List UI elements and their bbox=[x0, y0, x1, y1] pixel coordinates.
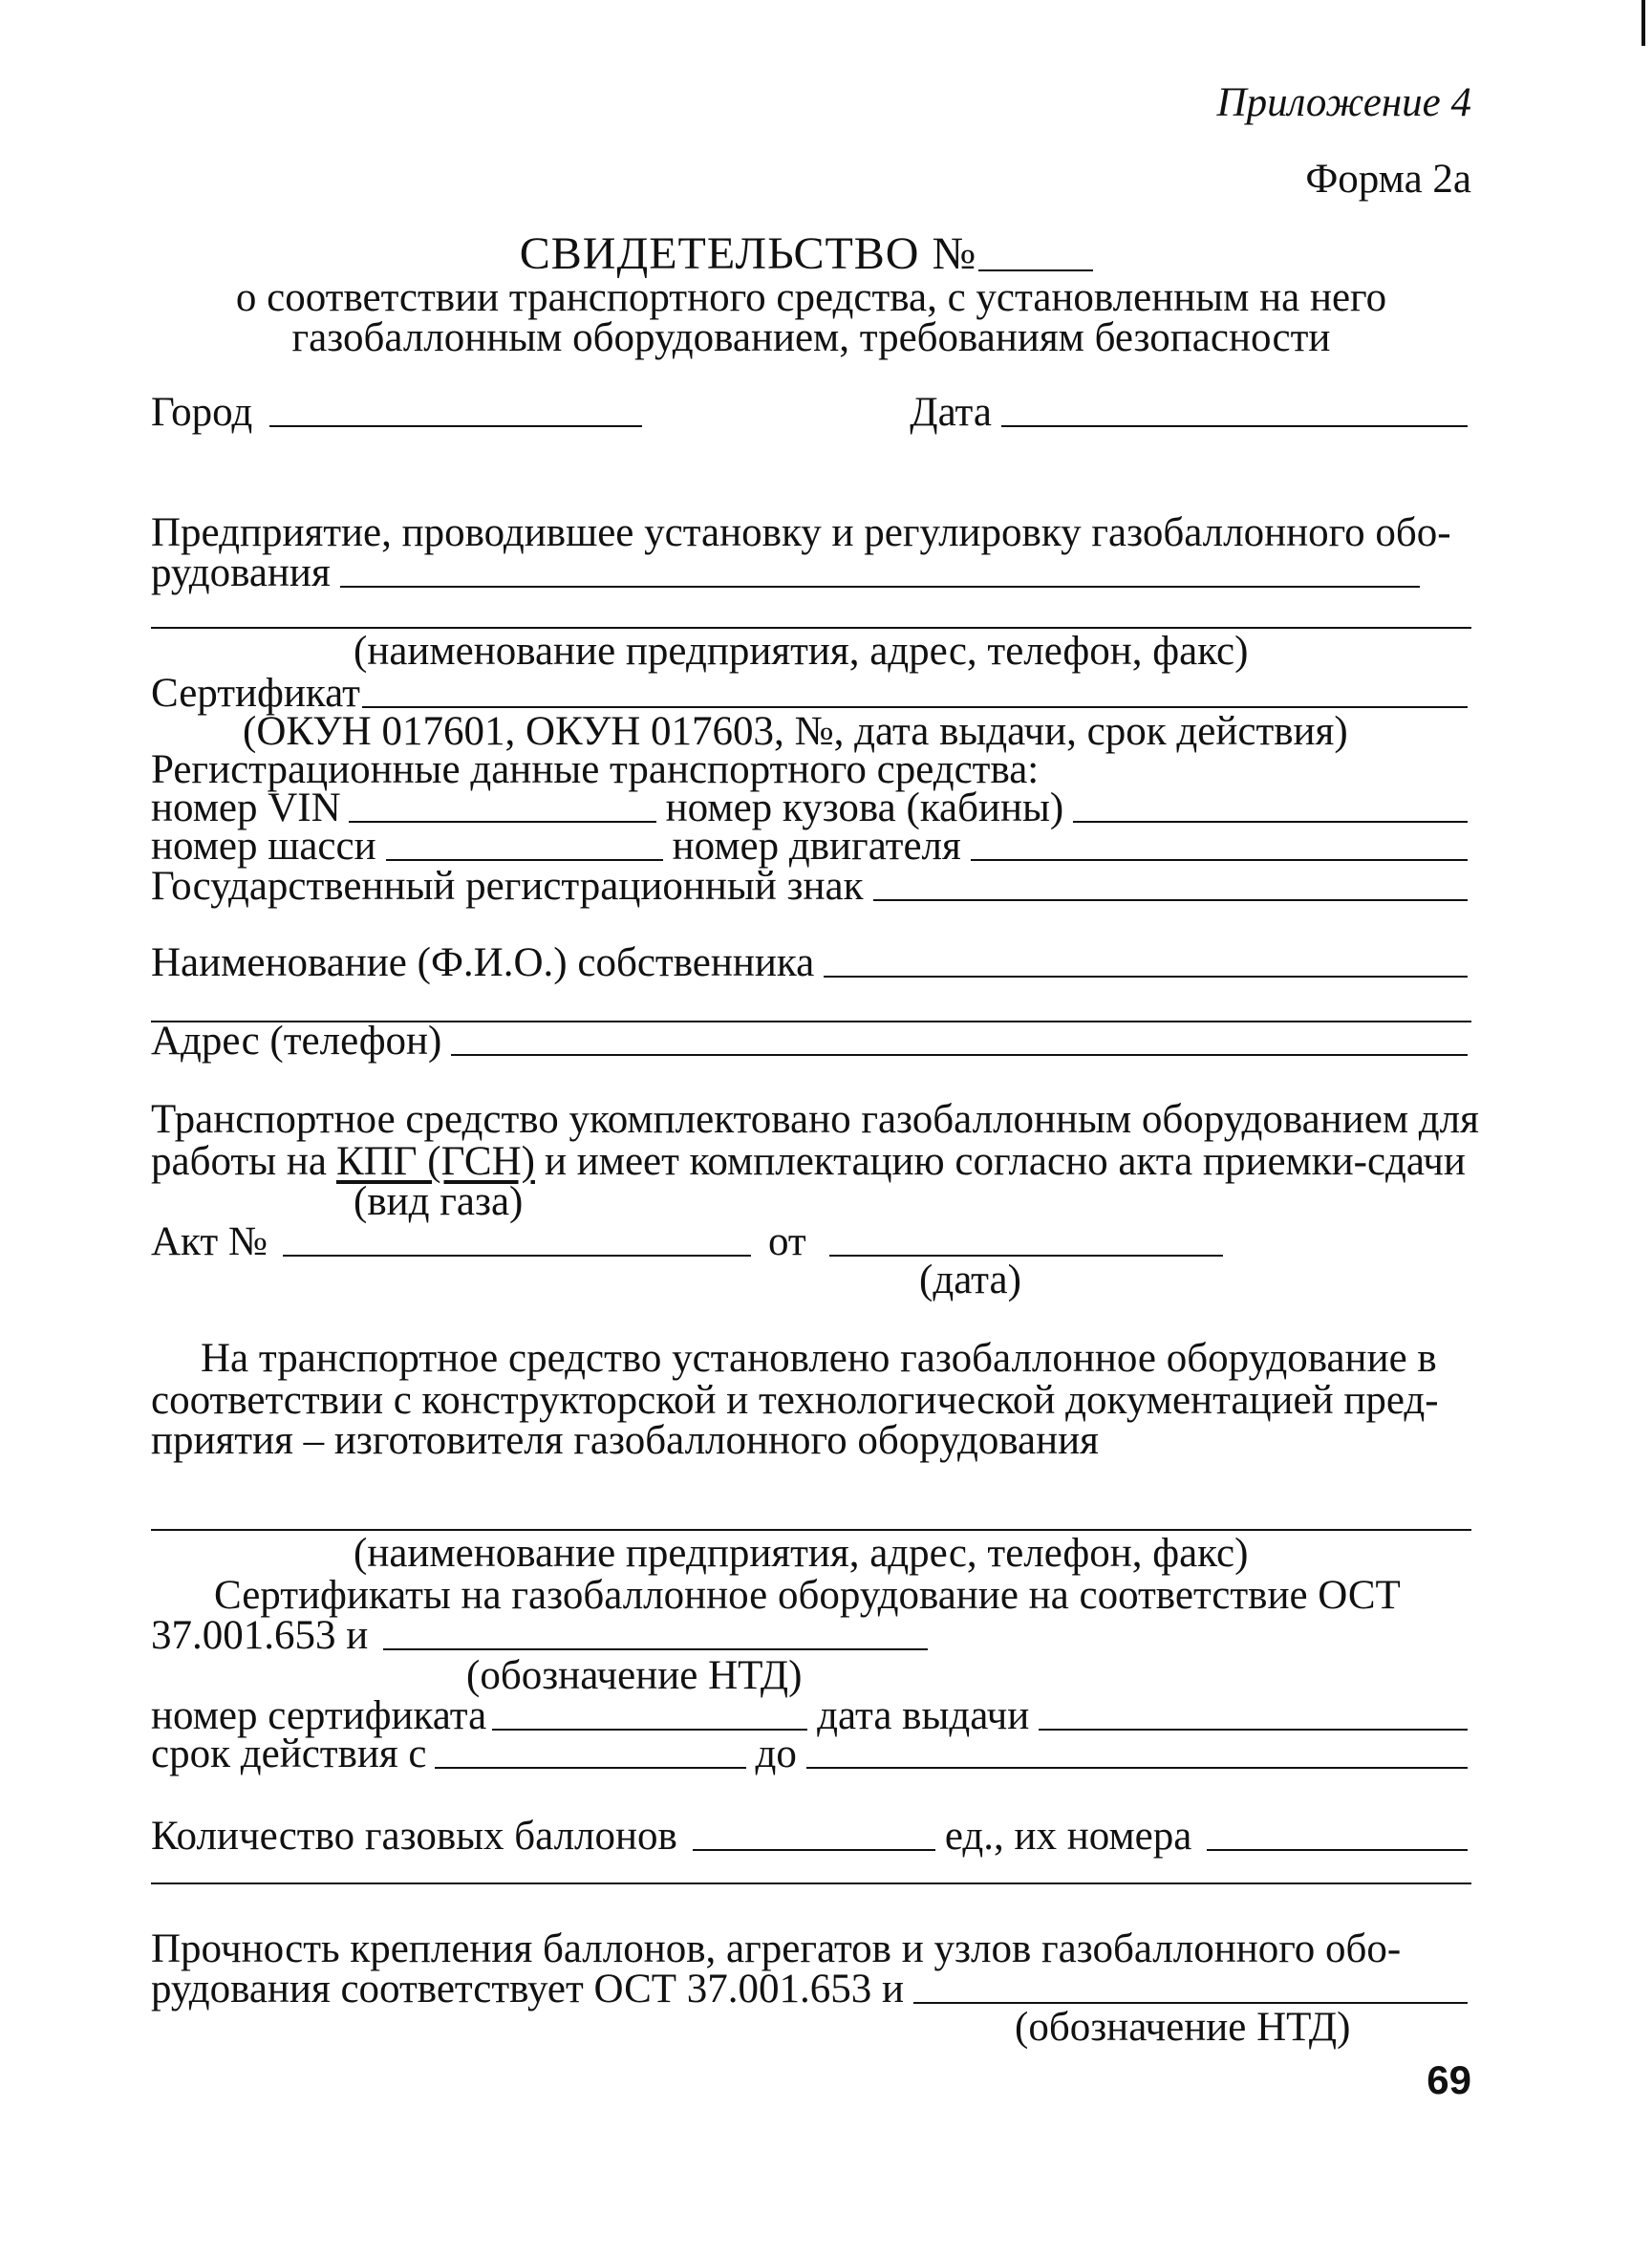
issue-date-field[interactable] bbox=[1039, 1729, 1468, 1731]
engine-field[interactable] bbox=[971, 859, 1468, 861]
manufacturer-line-3: приятия – изготовителя газобаллонного оборудования bbox=[151, 1418, 1099, 1463]
act-date-hint: (дата) bbox=[919, 1258, 1021, 1302]
act-number-field[interactable] bbox=[283, 1255, 751, 1257]
vin-body-row bbox=[151, 787, 1471, 828]
gas-type-value[interactable]: КПГ (ГСН) bbox=[335, 1139, 535, 1184]
cylinders-count-label: Количество газовых баллонов bbox=[151, 1814, 677, 1859]
plate-row bbox=[151, 866, 1471, 907]
enterprise-field[interactable] bbox=[340, 586, 1420, 588]
appendix-label bbox=[151, 82, 1471, 123]
city-date-row bbox=[151, 392, 1471, 433]
body-field[interactable] bbox=[1073, 821, 1468, 823]
certs-line-2: 37.001.653 и bbox=[151, 1615, 1471, 1656]
gas-type-hint: (вид газа) bbox=[354, 1179, 524, 1224]
owner-field[interactable] bbox=[824, 976, 1468, 978]
title-text: СВИДЕТЕЛЬСТВО № bbox=[519, 228, 977, 279]
chassis-engine-row bbox=[151, 826, 1471, 867]
certs-ntd-hint: (обозначение НТД) bbox=[466, 1653, 803, 1698]
certs-line-1: Сертификаты на газобаллонное оборудование на соответствие ОСТ bbox=[214, 1573, 1401, 1618]
address-row bbox=[151, 1021, 1471, 1062]
strength-ntd-field[interactable] bbox=[913, 2002, 1468, 2004]
strength-line-1: Прочность крепления баллонов, агрегатов и узлов газобаллонного обо- bbox=[151, 1926, 1402, 1971]
title-subtitle-2: газобаллонным оборудованием, требованиям безопасности bbox=[291, 315, 1331, 360]
validity-row bbox=[151, 1733, 1471, 1775]
act-row bbox=[151, 1221, 1471, 1262]
enterprise-line-1 bbox=[151, 512, 1471, 553]
certs-ntd-field[interactable] bbox=[383, 1648, 928, 1650]
plate-field[interactable] bbox=[873, 899, 1468, 901]
enterprise-hint: (наименование предприятия, адрес, телефон, факс) bbox=[354, 629, 1249, 674]
cert-number-label: номер сертификата bbox=[151, 1693, 487, 1738]
certificate-number-field[interactable] bbox=[978, 269, 1093, 271]
plate-label: Государственный регистрационный знак bbox=[151, 864, 864, 909]
manufacturer-line-2: соответствии с конструкторской и технологической документацией пред- bbox=[151, 1378, 1439, 1423]
valid-from-field[interactable] bbox=[435, 1767, 746, 1769]
scan-edge-mark bbox=[1641, 0, 1645, 46]
strength-line-2: рудования соответствует ОСТ 37.001.653 и bbox=[151, 1969, 1471, 2010]
date-label: Дата bbox=[910, 390, 992, 435]
chassis-label: номер шасси bbox=[151, 824, 376, 869]
act-from-label: от bbox=[767, 1219, 806, 1264]
equipment-line-1: Транспортное средство укомплектовано газобаллонным оборудованием для bbox=[151, 1097, 1479, 1142]
enterprise-label: Предприятие, проводившее установку и регулировку газобаллонного обо- bbox=[151, 510, 1451, 555]
issue-date-label: дата выдачи bbox=[817, 1693, 1030, 1738]
form-label bbox=[151, 159, 1471, 200]
enterprise-line-2: рудования bbox=[151, 552, 1471, 593]
title-subtitle-1: о соответствии транспортного средства, с установленным на него bbox=[235, 275, 1387, 320]
city-field[interactable] bbox=[269, 425, 642, 427]
page-number: 69 bbox=[1427, 2057, 1471, 2102]
cylinders-numbers-field[interactable] bbox=[1207, 1849, 1468, 1851]
certificate-hint: (ОКУН 017601, ОКУН 017603, №, дата выдачи, срок действия) bbox=[243, 709, 1348, 754]
certificate-label: Сертификат bbox=[151, 671, 360, 716]
cylinders-row bbox=[151, 1816, 1471, 1857]
certificate-row bbox=[151, 673, 1471, 714]
manufacturer-hint: (наименование предприятия, адрес, телефон, факс) bbox=[354, 1531, 1249, 1576]
city-label: Город bbox=[151, 390, 253, 435]
chassis-field[interactable] bbox=[386, 859, 663, 861]
appendix-text: Приложение 4 bbox=[1216, 80, 1471, 125]
form-text: Форма 2а bbox=[1305, 157, 1471, 202]
cert-number-row bbox=[151, 1695, 1471, 1736]
body-label: номер кузова (кабины) bbox=[665, 785, 1064, 830]
date-field[interactable] bbox=[1001, 425, 1468, 427]
equipment-line-2: работы на КПГ (ГСН) и имеет комплектацию согласно акта приемки-сдачи bbox=[151, 1139, 1466, 1184]
strength-ntd-hint: (обозначение НТД) bbox=[1015, 2005, 1351, 2050]
address-label: Адрес (телефон) bbox=[151, 1019, 442, 1064]
cylinders-count-field[interactable] bbox=[693, 1849, 935, 1851]
valid-to-field[interactable] bbox=[806, 1767, 1468, 1769]
cert-number-field[interactable] bbox=[492, 1729, 807, 1731]
address-field[interactable] bbox=[451, 1054, 1468, 1056]
owner-label: Наименование (Ф.И.О.) собственника bbox=[151, 940, 815, 985]
engine-label: номер двигателя bbox=[672, 824, 961, 869]
vin-label: номер VIN bbox=[151, 785, 341, 830]
manufacturer-line-1: На транспортное средство установлено газобаллонное оборудование в bbox=[201, 1336, 1437, 1381]
act-label: Акт № bbox=[151, 1219, 268, 1264]
valid-from-label: срок действия с bbox=[151, 1732, 427, 1776]
page-title bbox=[151, 228, 1471, 279]
owner-row bbox=[151, 942, 1471, 983]
act-date-field[interactable] bbox=[829, 1255, 1223, 1257]
cylinders-numbers-label: ед., их номера bbox=[944, 1814, 1192, 1859]
certificate-field[interactable] bbox=[362, 706, 1468, 708]
valid-to-label: до bbox=[755, 1732, 797, 1776]
cylinders-numbers-line-2[interactable] bbox=[151, 1882, 1471, 1884]
vin-field[interactable] bbox=[349, 821, 656, 823]
registration-heading: Регистрационные данные транспортного средства: bbox=[151, 747, 1040, 792]
